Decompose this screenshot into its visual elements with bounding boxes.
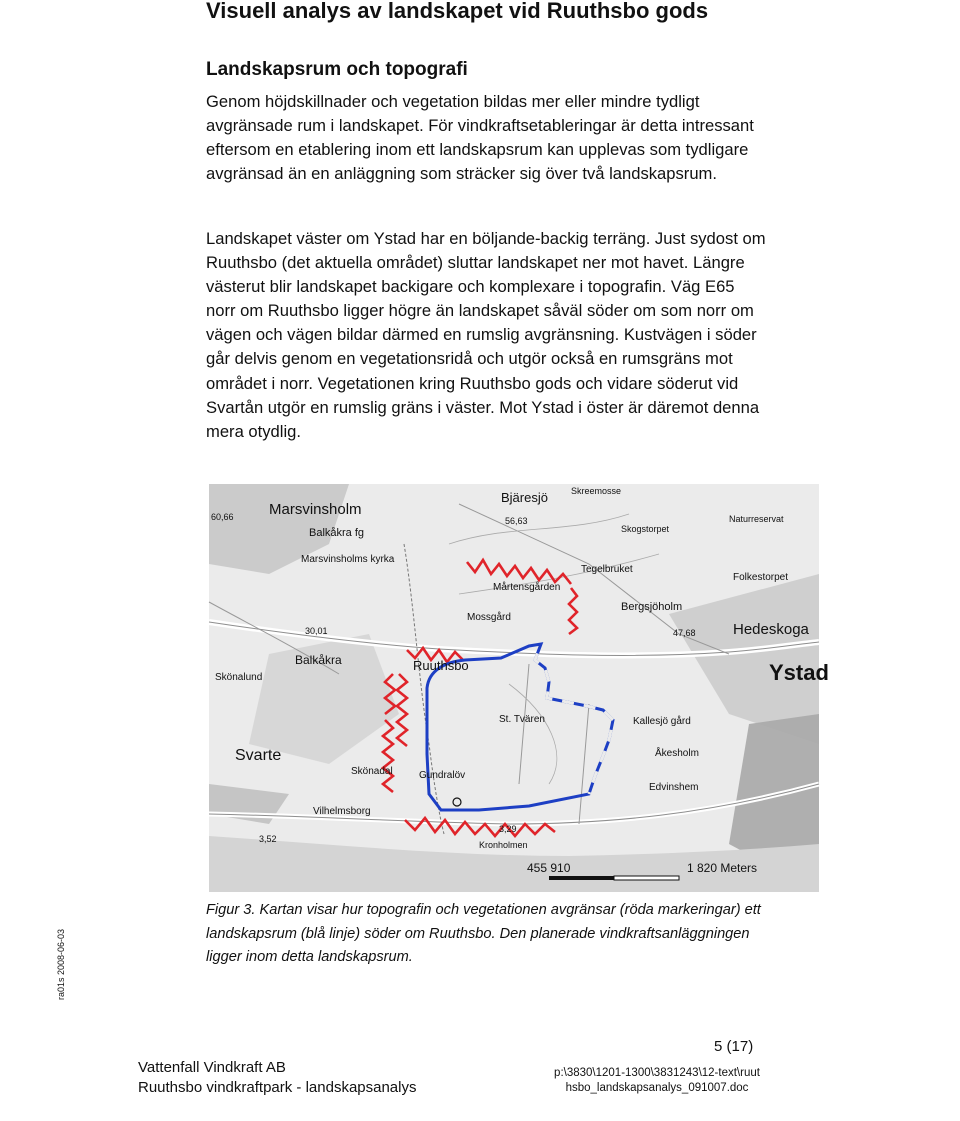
label-tegelbruket: Tegelbruket: [581, 564, 633, 575]
label-elevation: 47,68: [673, 628, 696, 638]
label-bjaresjo: Bjäresjö: [501, 490, 548, 505]
page-number: 5 (17): [714, 1038, 754, 1055]
label-elevation: 3,29: [499, 824, 517, 834]
scale-bar-segment: [614, 876, 679, 880]
label-marsvinsholm: Marsvinsholm: [269, 501, 362, 518]
label-skonadal: Skönadal: [351, 766, 393, 777]
side-tag: ra01s 2008-06-03: [56, 928, 66, 1000]
label-kallesjo-gard: Kallesjö gård: [633, 716, 691, 727]
footer-file-path: p:\3830\1201-1300\3831243\12-text\ruuthsbo_landskapsanalys_091007.doc: [554, 1067, 760, 1094]
label-folkestorpet: Folkestorpet: [733, 572, 789, 583]
label-mossgard: Mossgård: [467, 612, 511, 623]
topographic-map: [209, 484, 829, 892]
label-balkakra: Balkåkra: [295, 653, 342, 667]
scale-label-left: 455 910: [527, 861, 571, 875]
label-elevation: 30,01: [305, 626, 328, 636]
label-akesholm: Åkesholm: [655, 748, 699, 759]
label-st-tvaren: St. Tvären: [499, 714, 545, 725]
label-martensgarden: Mårtensgården: [493, 582, 561, 593]
label-balkakra-fg: Balkåkra fg: [309, 527, 365, 539]
label-naturreservat: Naturreservat: [729, 514, 784, 524]
label-elevation: 60,66: [211, 512, 234, 522]
footer-company: Vattenfall Vindkraft AB: [138, 1059, 286, 1076]
footer-left: [138, 1058, 416, 1098]
label-bergsjoholm: Bergsjöholm: [621, 601, 683, 613]
label-ruuthsbo: Ruuthsbo: [413, 658, 469, 673]
label-svarte: Svarte: [235, 747, 282, 764]
label-hedeskoga: Hedeskoga: [733, 621, 809, 638]
document-title: Visuell analys av landskapet vid Ruuthsbo gods: [206, 0, 709, 23]
label-kronholmen: Kronholmen: [479, 840, 528, 850]
label-elevation: 56,63: [505, 516, 528, 526]
footer-project: Ruuthsbo vindkraftpark - landskapsanalys: [138, 1079, 417, 1096]
label-elevation: 3,52: [259, 834, 277, 844]
label-skreemosse: Skreemosse: [571, 486, 622, 496]
paragraph-1: Genom höjdskillnader och vegetation bildas mer eller mindre tydligt avgränsade rum i landskapet. För vindkraftsetableringar är detta intressant eftersom en etablering inom ett landskapsrum kan upplevas som tydligare avgränsad än en anläggning som sträcker sig över två landskapsrum.: [206, 92, 754, 184]
figure-caption: Figur 3. Kartan visar hur topografin och vegetationen avgränsar (röda markeringar) ett landskapsrum (blå linje) söder om Ruuthsbo. Den planerade vindkraftsanläggningen ligger inom detta landskapsrum.: [206, 902, 761, 965]
label-ystad: Ystad: [769, 660, 829, 685]
label-vilhelmsborg: Vilhelmsborg: [313, 806, 371, 817]
scale-label-right: 1 820 Meters: [687, 861, 758, 875]
section-heading: Landskapsrum och topografi: [206, 59, 468, 80]
paragraph-2: Landskapet väster om Ystad har en böljande-backig terräng. Just sydost om Ruuthsbo (det aktuella området) sluttar landskapet ner mot havet. Längre västerut blir landskapet backigare och komplexare i topografin. Väg E65 norr om Ruuthsbo ligger högre än landskapet såväl söder om som norr om vägen och vägen bildar därmed en rumslig avgränsning. Kustvägen i söder går delvis genom en vegetationsridå och utgör också en rumsgräns mot området i norr. Vegetationen kring Ruuthsbo gods och vidare söderut vid Svartån utgör en rumslig gräns i väster. Mot Ystad i öster är däremot denna mera otydlig.: [206, 229, 766, 441]
label-marsvinsholms-kyrka: Marsvinsholms kyrka: [301, 554, 395, 565]
map-svg: [209, 484, 829, 892]
label-skogstorpet: Skogstorpet: [621, 524, 670, 534]
label-skonalund: Skönalund: [215, 672, 263, 683]
label-gundralov: Gundralöv: [419, 770, 466, 781]
label-edvinshem: Edvinshem: [649, 782, 699, 793]
